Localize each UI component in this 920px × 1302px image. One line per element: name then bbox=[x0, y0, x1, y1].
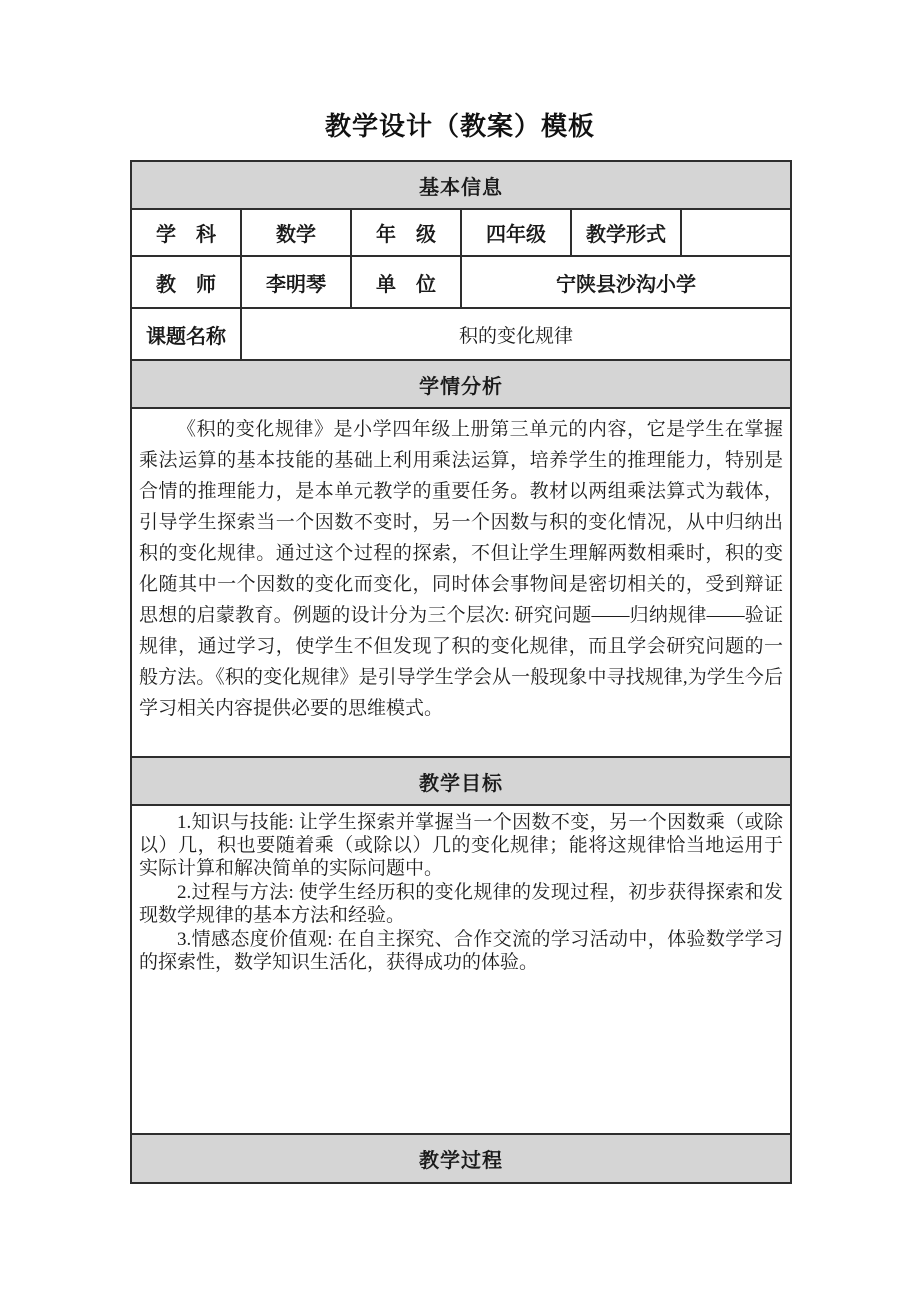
objective-item-knowledge-skills: 1.知识与技能: 让学生探索并掌握当一个因数不变，另一个因数乘（或除以）几，积也要随着乘（或除以）几的变化规律；能将这规律恰当地运用于实际计算和解决简单的实际问题中。 bbox=[139, 812, 784, 879]
teaching-form-label: 教学形式 bbox=[571, 209, 681, 256]
section-row-objectives bbox=[131, 757, 791, 805]
teacher-value: 李明琴 bbox=[241, 256, 351, 308]
grade-label: 年 级 bbox=[351, 209, 461, 256]
section-header-analysis: 学情分析 bbox=[131, 360, 791, 408]
unit-value: 宁陕县沙沟小学 bbox=[461, 256, 791, 308]
table-row-objectives-body bbox=[131, 805, 791, 1134]
analysis-cell bbox=[131, 408, 791, 757]
grade-value: 四年级 bbox=[461, 209, 571, 256]
objective-item-values: 3.情感态度价值观: 在自主探究、合作交流的学习活动中，体验数学学习的探索性，数学知识生活化，获得成功的体验。 bbox=[139, 929, 784, 973]
section-header-basic-info: 基本信息 bbox=[131, 161, 791, 209]
topic-label: 课题名称 bbox=[131, 308, 241, 360]
unit-label: 单 位 bbox=[351, 256, 461, 308]
table-row-topic bbox=[131, 308, 791, 360]
lesson-plan-table bbox=[130, 160, 792, 1184]
subject-value: 数学 bbox=[241, 209, 351, 256]
teaching-form-value bbox=[681, 209, 791, 256]
section-row-basic-info bbox=[131, 161, 791, 209]
analysis-paragraph: 《积的变化规律》是小学四年级上册第三单元的内容，它是学生在掌握乘法运算的基本技能的基础上利用乘法运算，培养学生的推理能力，特别是合情的推理能力，是本单元教学的重要任务。教材以两组乘法算式为载体，引导学生探索当一个因数不变时，另一个因数与积的变化情况，从中归纳出积的变化规律。通过这个过程的探索，不但让学生理解两数相乘时，积的变化随其中一个因数的变化而变化，同时体会事物间是密切相关的，受到辩证思想的启蒙教育。例题的设计分为三个层次: 研究问题——归纳规律——验证规律，通过学习，使学生不但发现了积的变化规律，而且学会研究问题的一般方法。《积的变化规律》是引导学生学会从一般现象中寻找规律,为学生今后学习相关内容提供必要的思维模式。 bbox=[139, 419, 784, 719]
table-row-subject-grade-form bbox=[131, 209, 791, 256]
subject-label: 学 科 bbox=[131, 209, 241, 256]
table-row-teacher-unit bbox=[131, 256, 791, 308]
objective-item-process-methods: 2.过程与方法: 使学生经历积的变化规律的发现过程，初步获得探索和发现数学规律的基本方法和经验。 bbox=[139, 882, 784, 926]
section-row-analysis bbox=[131, 360, 791, 408]
teacher-label: 教 师 bbox=[131, 256, 241, 308]
section-header-process: 教学过程 bbox=[131, 1134, 791, 1183]
table-row-analysis-body bbox=[131, 408, 791, 757]
document-title: 教学设计（教案）模板 bbox=[324, 112, 595, 142]
section-header-objectives: 教学目标 bbox=[131, 757, 791, 805]
topic-value: 积的变化规律 bbox=[241, 308, 791, 360]
objectives-cell bbox=[131, 805, 791, 1134]
section-row-process bbox=[131, 1134, 791, 1183]
